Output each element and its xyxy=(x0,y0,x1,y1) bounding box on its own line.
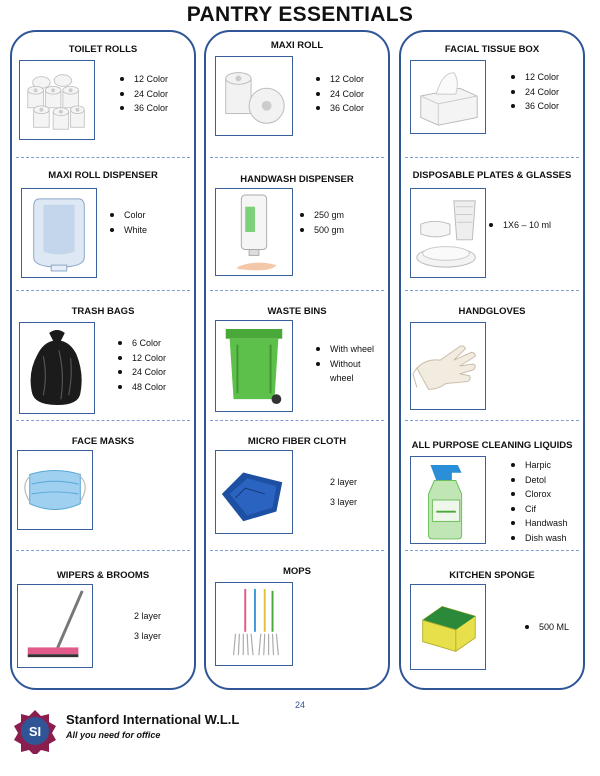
company-logo xyxy=(12,708,58,754)
option: 12 Color xyxy=(118,72,168,87)
item-title-waste-bins: WASTE BINS xyxy=(267,306,327,317)
company-tagline: All you need for office xyxy=(66,730,161,740)
item-title-handwash-dispenser: HANDWASH DISPENSER xyxy=(240,174,354,185)
divider xyxy=(405,550,579,551)
divider xyxy=(16,157,190,158)
trash-bag-icon xyxy=(19,322,95,414)
item-title-disposable-plates: DISPOSABLE PLATES & GLASSES xyxy=(412,170,572,181)
option: 6 Color xyxy=(116,336,166,351)
item-title-mops: MOPS xyxy=(283,566,311,577)
microfiber-cloth-icon xyxy=(215,450,293,534)
item-title-maxi-roll: MAXI ROLL xyxy=(270,40,324,51)
plates-options xyxy=(487,218,551,233)
option: 250 gm xyxy=(298,208,344,223)
wiper-option: 2 layer xyxy=(134,611,162,621)
option: 12 Color xyxy=(116,351,166,366)
option: 24 Color xyxy=(118,87,168,102)
column-2 xyxy=(204,30,390,690)
divider xyxy=(210,550,384,551)
divider xyxy=(16,550,190,551)
option: 36 Color xyxy=(509,99,559,114)
column-3 xyxy=(399,30,585,690)
option: Detol xyxy=(509,473,568,488)
option: Handwash xyxy=(509,516,568,531)
handwash-dispenser-icon xyxy=(215,188,293,276)
toilet-rolls-icon xyxy=(19,60,95,140)
option: 48 Color xyxy=(116,380,166,395)
item-title-trash-bags: TRASH BAGS xyxy=(71,306,135,317)
face-mask-icon xyxy=(17,450,93,530)
option: 36 Color xyxy=(314,101,364,116)
item-title-maxi-roll-dispenser: MAXI ROLL DISPENSER xyxy=(48,170,158,181)
divider xyxy=(210,290,384,291)
page-number: 24 xyxy=(294,700,305,710)
divider xyxy=(16,290,190,291)
wiper-icon xyxy=(17,584,93,668)
option: 24 Color xyxy=(509,85,559,100)
column-1 xyxy=(10,30,196,690)
option: Harpic xyxy=(509,458,568,473)
option: 24 Color xyxy=(116,365,166,380)
option: 12 Color xyxy=(509,70,559,85)
option: Color xyxy=(108,208,147,223)
divider xyxy=(16,420,190,421)
spray-bottle-icon xyxy=(410,456,486,544)
option: With wheel xyxy=(314,342,374,357)
option: 1X6 – 10 ml xyxy=(487,218,551,233)
cleaning-liquids-options xyxy=(509,458,568,545)
option-continued: wheel xyxy=(330,373,354,383)
option: 24 Color xyxy=(314,87,364,102)
option: 500 ML xyxy=(523,620,569,635)
wiper-option: 3 layer xyxy=(134,631,162,641)
page-title: PANTRY ESSENTIALS xyxy=(186,3,414,26)
waste-bin-icon xyxy=(215,320,293,412)
item-title-micro-fiber-cloth: MICRO FIBER CLOTH xyxy=(247,436,347,447)
sponge-icon xyxy=(410,584,486,670)
divider xyxy=(210,157,384,158)
divider xyxy=(405,420,579,421)
tissue-box-icon xyxy=(410,60,486,134)
option: Cif xyxy=(509,502,568,517)
item-title-kitchen-sponge: KITCHEN SPONGE xyxy=(449,570,535,581)
option: Clorox xyxy=(509,487,568,502)
divider xyxy=(210,420,384,421)
option: White xyxy=(108,223,147,238)
option: Without xyxy=(314,357,374,372)
cloth-option: 3 layer xyxy=(330,497,358,507)
tissue-box-options xyxy=(509,70,559,114)
maxi-roll-options xyxy=(314,72,364,116)
maxi-roll-icon xyxy=(215,56,293,136)
company-name: Stanford International W.L.L xyxy=(66,712,240,727)
divider xyxy=(405,157,579,158)
option: 12 Color xyxy=(314,72,364,87)
plates-glasses-icon xyxy=(410,188,486,278)
item-title-toilet-rolls: TOILET ROLLS xyxy=(68,44,138,55)
dispenser-icon xyxy=(21,188,97,278)
item-title-cleaning-liquids: ALL PURPOSE CLEANING LIQUIDS xyxy=(411,440,573,451)
mop-icon xyxy=(215,582,293,666)
dispenser-options xyxy=(108,208,147,237)
toilet-rolls-options xyxy=(118,72,168,116)
item-title-facial-tissue-box: FACIAL TISSUE BOX xyxy=(444,44,540,55)
cloth-option: 2 layer xyxy=(330,477,358,487)
option: 36 Color xyxy=(118,101,168,116)
sponge-options xyxy=(523,620,569,635)
option: 500 gm xyxy=(298,223,344,238)
trash-bags-options xyxy=(116,336,166,394)
item-title-wipers-brooms: WIPERS & BROOMS xyxy=(56,570,150,581)
waste-bins-options xyxy=(314,342,374,386)
divider xyxy=(405,290,579,291)
item-title-handgloves: HANDGLOVES xyxy=(458,306,526,317)
logo-letters: SI xyxy=(28,724,42,739)
item-title-face-masks: FACE MASKS xyxy=(71,436,135,447)
option: Dish wash xyxy=(509,531,568,546)
handwash-options xyxy=(298,208,344,237)
gloves-icon xyxy=(410,322,486,410)
